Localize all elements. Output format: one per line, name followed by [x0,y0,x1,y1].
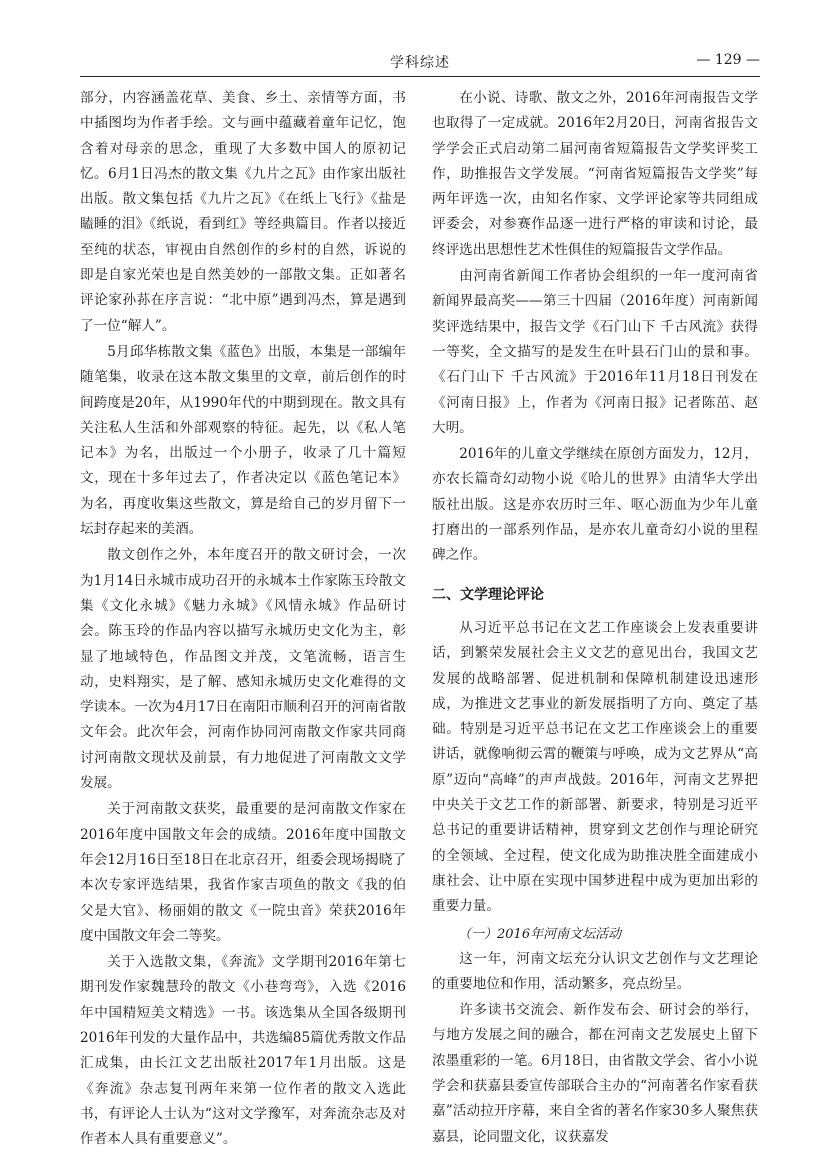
paragraph: 5月邱华栋散文集《蓝色》出版，本集是一部编年随笔集，收录在这本散文集里的文章，前后创作的时间跨度是20年，从1990年代的中期到现在。散文具有关注私人生活和外部观察的特征。起先，以《私人笔记本》为名，出版过一个小册子，收录了几十篇短文，现在十多年过去了，作者决定以《蓝色笔记本》为名，再度收集这些散文，算是给自己的岁月留下一坛封存起来的美酒。 [80,343,406,538]
paragraph: 关于入选散文集，《奔流》文学期刊2016年第七期刊发作家魏慧玲的散文《小巷弯弯》，入选《2016年中国精短美文精选》一书。该选集从全国各级期刊2016年刊发的大量作品中，共选编85篇优秀散文作品汇成集，由长江文艺出版社2017年1月出版。这是《奔流》杂志复刊两年来第一位作者的散文入选此书，有评论人士认为“这对文学豫军，对奔流杂志及对作者本人具有重要意义”。 [80,954,406,1148]
paragraph: 在小说、诗歌、散文之外，2016年河南报告文学也取得了一定成就。2016年2月20日，河南省报告文学学会正式启动第二届河南省短篇报告文学奖评奖工作，助推报告文学发展。“河南省短篇报告文学奖”每两年评选一次，由知名作家、文学评论家等共同组成评委会，对参赛作品逐一进行严格的审读和讨论，最终评选出思想性艺术性俱佳的短篇报告文学作品。 [432,90,758,258]
section-heading: 二、文学理论评论 [432,586,544,603]
paragraph: 散文创作之外，本年度召开的散文研讨会，一次为1月14日永城市成功召开的永城本土作家陈玉玲散文集《文化永城》《魅力永城》《风情永城》作品研讨会。陈玉玲的作品内容以描写永城历史文化为主，彰显了地域特色，作品图文并茂，文笔流畅，语言生动，史料翔实，是了解、感知永城历史文化难得的文学读本。一次为4月17日在南阳市顺利召开的河南省散文年会。此次年会，河南作协同河南散文作家共同商讨河南散文现状及前景，有力地促进了河南散文文学发展。 [80,547,406,792]
subsection-heading: （一）2016年河南文坛活动 [458,926,622,942]
left-column [80,86,406,1153]
right-column [432,86,758,1151]
paragraph: 许多读书交流会、新作发布会、研讨会的举行，与地方发展之间的融合，都在河南文艺发展史上留下浓墨重彩的一笔。6月18日，由省散文学会、省小小说学会和获嘉县委宣传部联合主办的“河南著名作家看获嘉”活动拉开序幕，来自全省的著名作家30多人聚焦获嘉县，论同盟文化，议获嘉发 [432,1002,758,1145]
paragraph: 2016年的儿童文学继续在原创方面发力，12月，亦农长篇奇幻动物小说《哈儿的世界》由清华大学出版社出版。这是亦农历时三年、呕心沥血为少年儿童打磨出的一部系列作品，是亦农儿童奇幻小说的里程碑之作。 [432,446,758,564]
paragraph: 关于河南散文获奖，最重要的是河南散文作家在2016年度中国散文年会的成绩。2016年度中国散文年会12月16日至18日在北京召开，组委会现场揭晓了本次专家评选结果，我省作家吉项鱼的散文《我的伯父是大官》、杨丽娟的散文《一院虫音》荣获2016年度中国散文年会二等奖。 [80,801,406,944]
paragraph: 这一年，河南文坛充分认识文艺创作与文艺理论的重要地位和作用，活动繁多，亮点纷呈。 [432,950,758,992]
paragraph: 从习近平总书记在文艺工作座谈会上发表重要讲话，到繁荣发展社会主义文艺的意见出台，我国文艺发展的战略部署、促进机制和保障机制建设迅速形成，为推进文艺事业的新发展指明了方向、奠定了基础。特别是习近平总书记在文艺工作座谈会上的重要讲话，就像响彻云霄的鞭策与呼唤，成为文艺界从“高原”迈向“高峰”的声声战鼓。2016年，河南文艺界把中央关于文艺工作的新部署、新要求，特别是习近平总书记的重要讲话精神，贯穿到文艺创作与理论研究的全领域、全过程，使文化成为助推决胜全面建成小康社会、让中原在实现中国梦进程中成为更加出彩的重要力量。 [432,619,758,915]
running-header [80,52,760,74]
paragraph: 部分，内容涵盖花草、美食、乡土、亲情等方面，书中插图均为作者手绘。文与画中蕴藏着童年记忆，饱含着对母亲的思念，重现了大多数中国人的原初记忆。6月1日冯杰的散文集《九片之瓦》由作家出版社出版。散文集包括《九片之瓦》《在纸上飞行》《盐是瞌睡的泪》《纸说，看到红》等经典篇目。作者以接近至纯的状态，审视由自然创作的乡村的自然，诉说的即是自家光荣也是自然美妙的一部散文集。正如著名评论家孙荪在序言说：“北中原”遇到冯杰，算是遇到了一位“解人”。 [80,90,406,334]
paragraph: 由河南省新闻工作者协会组织的一年一度河南省新闻界最高奖——第三十四届（2016年度）河南新闻奖评选结果中，报告文学《石门山下 千古风流》获得一等奖，全文描写的是发生在叶县石门山的景和事。《石门山下 千古风流》于2016年11月18日刊发在《河南日报》上，作者为《河南日报》记者陈茁、赵大明。 [432,268,758,436]
page-number: — 129 — [696,52,760,68]
header-rule [80,76,760,77]
section-title: 学科综述 [390,55,450,71]
